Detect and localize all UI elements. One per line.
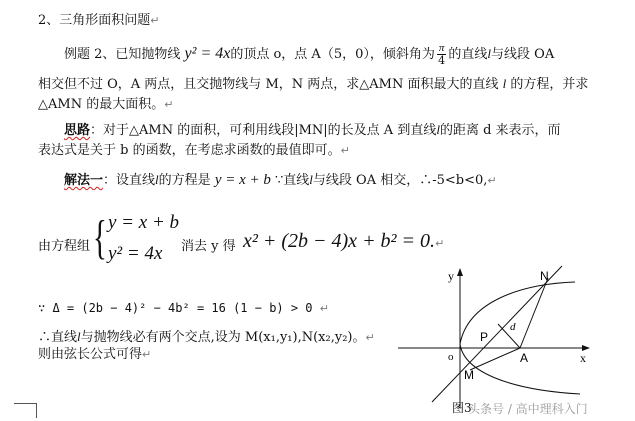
line-symbol: l [487,46,492,61]
line-equation: y = x + b [214,172,271,188]
y-axis-arrow-icon [457,268,463,276]
solution-text: ：设直线 [103,173,156,188]
system-equation-1: y = x + b [108,212,180,233]
system-equation-2-text: y² = 4x [108,243,163,264]
segment-an [520,278,548,348]
figure-label-m: M [464,368,474,382]
solution-text: ∵直线 [275,173,310,188]
conclusion-line-2 [38,347,151,363]
figure-label-d: d [510,321,516,333]
paragraph-mark: ↵ [164,98,174,111]
example-text: △AMN 的最大面积。 [38,97,165,112]
conclusion-text: 与抛物线必有两个交点,设为 M(x₁,y₁),N(x₂,y₂)。 [80,330,366,345]
example-text: 的顶点 o，点 A（5，0），倾斜角为 [230,47,435,62]
system-brace: { [93,211,107,264]
figure-label-y: y [448,269,454,283]
discriminant-text: ∵ Δ = (2b − 4)² − 4b² = 16 (1 − b) > 0 [38,301,313,315]
distance-d [498,324,520,348]
line-symbol: l [309,172,313,187]
quadratic-result-text: x² + (2b − 4)x + b² = 0. [243,230,436,252]
parabola-curve [460,282,580,394]
section-title [38,13,160,29]
idea-text: 表达式是关于 b 的函数，在考虑求函数的最值即可。 [38,143,341,158]
parabola-figure [390,262,610,412]
quadratic-result [243,230,444,253]
example-line-1 [64,43,554,66]
figure-label-n: N [540,269,549,283]
solution-text: 与线段 OA 相交，∴-5<b<0, [312,173,488,188]
paragraph-mark: ↵ [365,331,375,344]
watermark-text: 头条号 / 高中理科入门 [468,402,588,416]
idea-text: ：对于△AMN 的面积，可利用线段|MN|的长及点 A 到直线 [90,123,437,138]
system-prefix-text: 由方程组 [38,239,91,254]
system-equation-2 [108,243,162,265]
eliminate-label: 消去 y 得 [181,239,236,254]
conclusion-text: ∴直线 [38,330,78,345]
conclusion-line-1 [38,329,375,346]
example-text: 与线段 OA [491,47,555,62]
line-symbol: l [155,172,159,187]
line-symbol: l [436,122,440,137]
fraction-pi-over-4: $\frac{\pi}{4}$ [438,42,446,67]
line-l [432,266,562,402]
discriminant-line [38,300,329,317]
segment-am [470,348,520,370]
conclusion-text: 则由弦长公式可得 [38,347,143,362]
example-text: 的直线 [448,47,488,62]
idea-line-2 [38,143,350,159]
section-title-text: 2、三角形面积问题 [38,13,151,28]
example-line-2 [38,76,588,93]
figure-label-p: P [480,330,489,344]
line-symbol: l [502,76,507,91]
solution-line [64,172,497,189]
idea-text: 的距离 d 来表示，而 [439,123,561,138]
idea-line-1 [64,122,561,139]
solution-label: 解法一 [64,173,104,188]
example-text: 例题 2、已知抛物线 [64,47,181,62]
example-line-3 [38,97,173,113]
paragraph-mark: ↵ [487,174,497,187]
line-symbol: l [77,329,81,344]
parabola-equation: y² = 4x [184,45,231,62]
figure-label-x: x [580,351,586,365]
solution-text: 的方程是 [158,173,211,188]
idea-label: 思路 [64,123,91,138]
paragraph-mark: ↵ [435,237,445,250]
figure-caption: 图3 [452,401,472,415]
paragraph-mark: ↵ [340,144,350,157]
paragraph-mark: ↵ [142,348,152,361]
eliminate-text [181,239,236,255]
paragraph-mark: ↵ [319,302,329,315]
figure-label-o: o [448,351,454,363]
example-text: 的方程，并求 [510,77,589,92]
figure-label-a: A [520,351,529,365]
page-corner-mark [14,403,37,418]
system-prefix [38,239,90,255]
paragraph-mark: ↵ [150,14,160,27]
example-text: 相交但不过 O，A 两点，且交抛物线与 M，N 两点，求△AMN 面积最大的直线 [38,77,499,92]
